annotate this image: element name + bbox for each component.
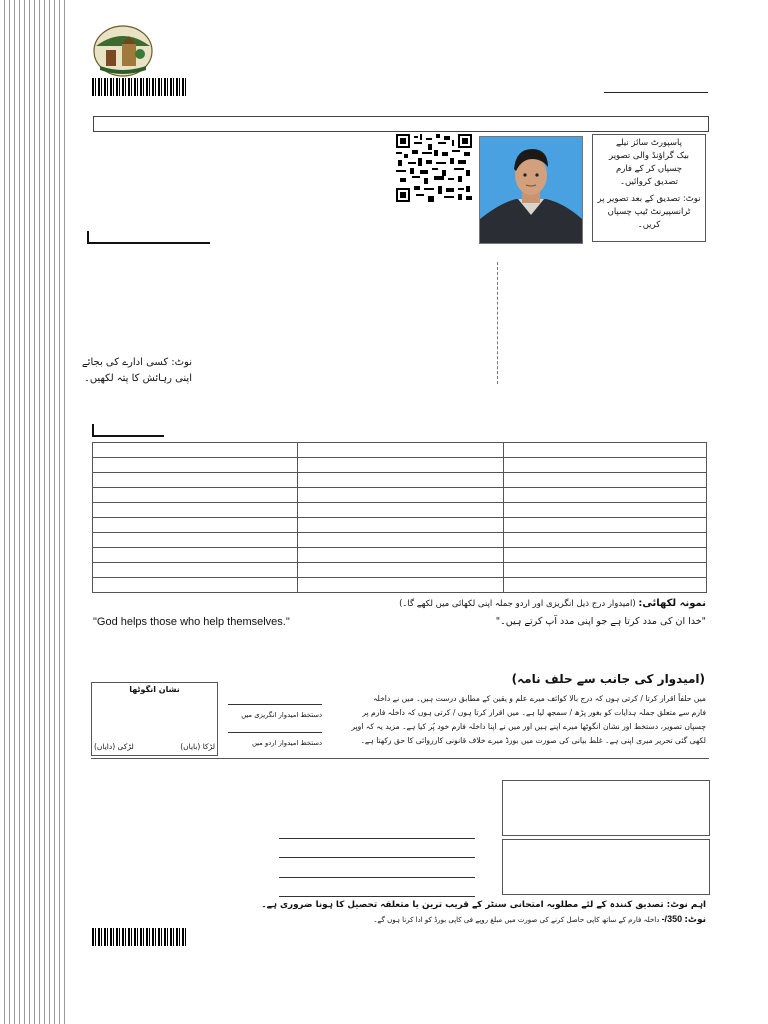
table-row: [93, 548, 707, 563]
table-row: [93, 578, 707, 593]
board-logo-icon: [92, 24, 154, 78]
table-cell[interactable]: [93, 563, 298, 578]
photo-instruction-line: پاسپورٹ سائز نیلے: [615, 138, 683, 148]
table-cell[interactable]: [93, 503, 298, 518]
table-cell[interactable]: [504, 443, 707, 458]
english-quote: "God helps those who help themselves.": [93, 616, 290, 628]
table-row: [93, 563, 707, 578]
table-cell[interactable]: [93, 578, 298, 593]
thumb-impression-box[interactable]: [91, 682, 218, 756]
table-cell[interactable]: [504, 458, 707, 473]
signature-line-english[interactable]: [228, 704, 322, 705]
signature-label-urdu: دستخط امیدوار اردو میں: [251, 739, 322, 747]
details-table: [92, 442, 707, 593]
photo-instruction-box: [592, 134, 706, 242]
stamp-box[interactable]: [502, 780, 710, 836]
affidavit-line: میں حلفاً اقرار کرتا / کرتی ہوں کہ درج بالا کوائف میرے علم و یقین کے مطابق درست ہیں۔ میں نے داخلہ: [373, 694, 706, 703]
table-cell[interactable]: [504, 488, 707, 503]
attestation-line[interactable]: [279, 877, 475, 878]
table-cell[interactable]: [504, 548, 707, 563]
table-row: [93, 473, 707, 488]
photo-instruction-line: بیک گراؤنڈ والی تصویر: [609, 151, 689, 161]
section-underline: [87, 242, 210, 244]
handwriting-heading: [380, 598, 706, 609]
table-cell[interactable]: [93, 443, 298, 458]
affidavit-line: فارم سے متعلق جملہ ہدایات کو بغور پڑھ / سمجھ لیا ہے۔ میں اقرار کرتا ہوں / کرتی ہوں کہ داخلہ فارم پر: [362, 708, 706, 717]
table-cell[interactable]: [298, 548, 504, 563]
urdu-quote: "خدا ان کی مدد کرتا ہے جو اپنی مدد آپ کرتے ہیں۔": [495, 616, 706, 627]
bottom-barcode: [92, 928, 186, 946]
table-cell[interactable]: [504, 503, 707, 518]
handwriting-label: نمونہ لکھائی:: [638, 598, 706, 609]
candidate-photo: [479, 136, 583, 244]
header-input-box[interactable]: [93, 116, 709, 132]
address-note: [62, 355, 192, 387]
fee-amount: 350/-: [661, 914, 683, 924]
signature-line-urdu[interactable]: [228, 732, 322, 733]
fee-note-label: نوٹ:: [684, 915, 706, 925]
attestation-line[interactable]: [279, 838, 475, 839]
table-cell[interactable]: [504, 563, 707, 578]
thumb-boy-label: لڑکا (بایاں): [180, 742, 215, 751]
affidavit-text: [330, 692, 706, 748]
table-cell[interactable]: [93, 458, 298, 473]
table-cell[interactable]: [504, 533, 707, 548]
address-note-line: نوٹ: کسی ادارے کی بجائے: [81, 357, 192, 368]
table-row: [93, 488, 707, 503]
table-cell[interactable]: [298, 503, 504, 518]
table-cell[interactable]: [504, 578, 707, 593]
address-note-line: اپنی رہائش کا پتہ لکھیں۔: [83, 373, 192, 384]
top-barcode: [92, 78, 186, 96]
form-number-line: [604, 92, 708, 93]
thumb-title: نشان انگوٹھا: [129, 685, 180, 694]
affidavit-title: (امیدوار کی جانب سے حلف نامہ): [511, 672, 705, 686]
table-cell[interactable]: [298, 443, 504, 458]
section-underline: [92, 435, 164, 437]
thumb-labels: [94, 742, 215, 751]
table-cell[interactable]: [298, 488, 504, 503]
table-cell[interactable]: [93, 473, 298, 488]
table-row: [93, 503, 707, 518]
table-row: [93, 443, 707, 458]
table-cell[interactable]: [93, 518, 298, 533]
table-cell[interactable]: [298, 473, 504, 488]
attestation-line[interactable]: [279, 896, 475, 897]
table-cell[interactable]: [298, 458, 504, 473]
photo-tape-note: نوٹ: تصدیق کے بعد تصویر پر ٹرانسپیرنٹ ٹیپ چسپاں کریں۔: [597, 194, 701, 230]
table-row: [93, 458, 707, 473]
stamp-box[interactable]: [502, 839, 710, 895]
table-cell[interactable]: [298, 563, 504, 578]
table-row: [93, 533, 707, 548]
table-cell[interactable]: [93, 548, 298, 563]
affidavit-line: چسپاں تصویر، دستخط اور نشان انگوٹھا میرے اپنے ہیں اور میں نے اپنا داخلہ فارم خود پُر کیا ہے۔ مزید یہ کہ اوپر: [351, 722, 706, 731]
fee-note: [373, 914, 706, 925]
fee-note-text: داخلہ فارم کے ساتھ کاپی حاصل کرنے کی صورت میں مبلغ روپے فی کاپی بورڈ کو ادا کرنا ہوں گے۔: [373, 916, 660, 924]
important-note: اہم نوٹ: تصدیق کنندہ کے لئے مطلوبہ امتحانی سنٹر کے قریب ترین یا متعلقہ تحصیل کا ہونا ضروری ہے۔: [261, 900, 706, 910]
signature-label-english: دستخط امیدوار انگریزی میں: [241, 711, 322, 719]
table-row: [93, 518, 707, 533]
handwriting-instruction: (امیدوار درج ذیل انگریزی اور اردو جملہ اپنی لکھائی میں لکھے گا۔): [399, 599, 636, 609]
thumb-girl-label: لڑکی (دایاں): [94, 742, 134, 751]
photo-instruction-line: چسپاں کر کے فارم: [615, 164, 683, 174]
table-cell[interactable]: [504, 518, 707, 533]
table-cell[interactable]: [298, 518, 504, 533]
attestation-line[interactable]: [279, 857, 475, 858]
dashed-divider: [497, 262, 498, 384]
section-separator: [91, 758, 709, 759]
table-cell[interactable]: [93, 533, 298, 548]
left-margin-lines: [0, 0, 68, 1024]
table-cell[interactable]: [504, 473, 707, 488]
photo-instruction-line: تصدیق کروائیں۔: [620, 177, 678, 187]
table-cell[interactable]: [93, 488, 298, 503]
table-cell[interactable]: [298, 533, 504, 548]
affidavit-line: لکھی گئی تحریر میری اپنی ہے۔ غلط بیانی کی صورت میں بورڈ میرے خلاف قانونی کارروائی کا حق رکھتا ہے۔: [360, 736, 706, 745]
table-cell[interactable]: [298, 578, 504, 593]
qr-code-icon: [396, 134, 472, 202]
